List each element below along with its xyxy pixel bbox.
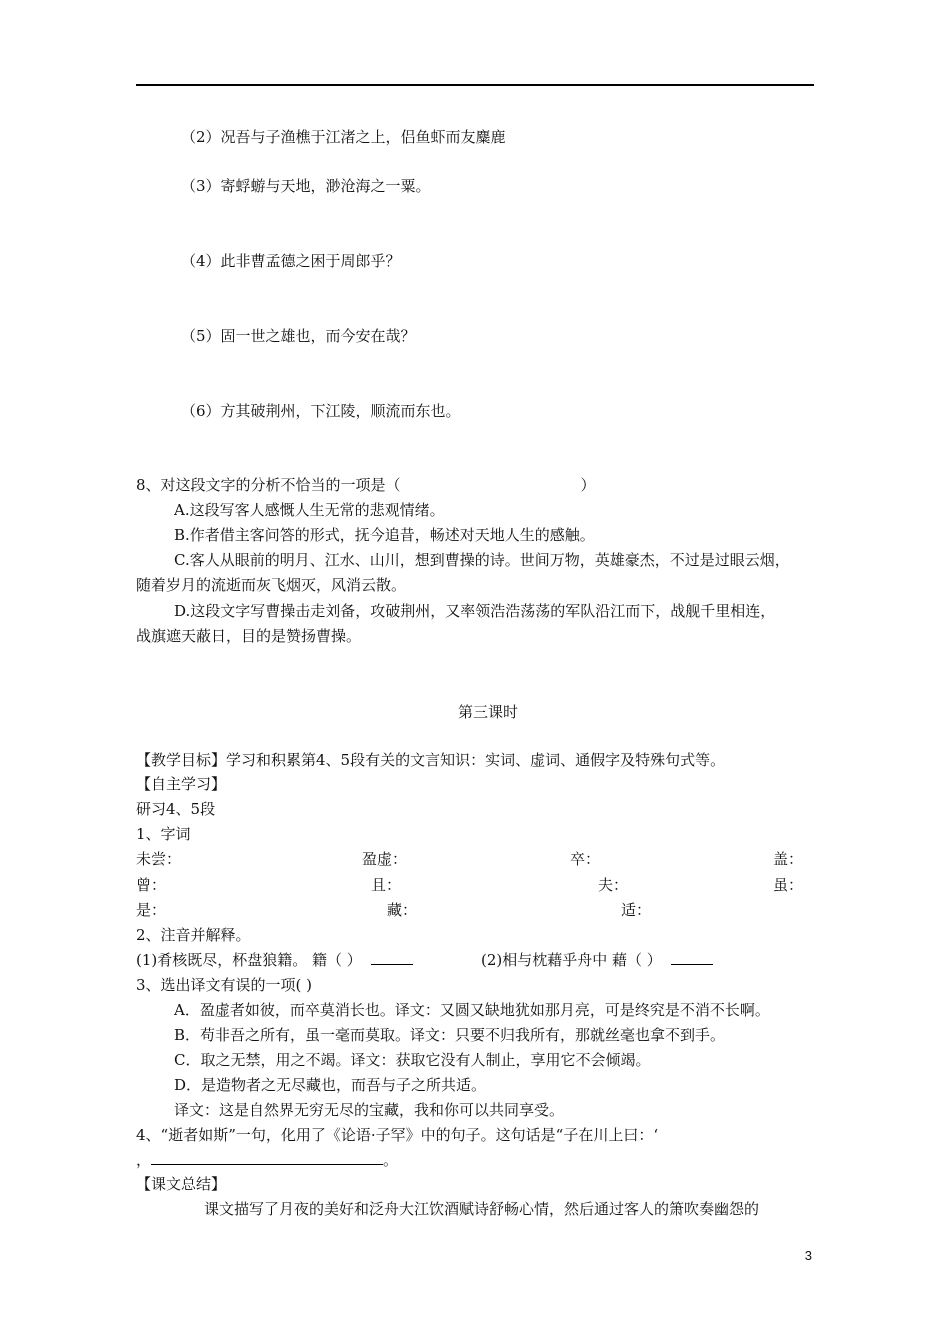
summary-text: 课文描写了月夜的美好和泛舟大江饮酒赋诗舒畅心情，然后通过客人的箫吹奏幽怨的 <box>204 1200 760 1218</box>
self-study-heading: 【自主学习】 <box>136 775 227 793</box>
pinyin-item-2-text: (2)相与枕藉乎舟中 藉（ ） <box>481 951 662 969</box>
words-heading: 1、字词 <box>136 825 191 843</box>
word-sui: 虽： <box>773 876 804 894</box>
q7-item-3: （3）寄蜉蝣与天地，渺沧海之一粟。 <box>181 177 431 195</box>
word-yingxu: 盈虚： <box>362 850 408 868</box>
pinyin-heading: 2、注音并解释。 <box>136 926 251 944</box>
q4-line2 <box>136 1149 398 1171</box>
q4-answer-blank[interactable] <box>151 1150 383 1165</box>
translation-option-d-translation: 译文：这是自然界无穷无尽的宝藏，我和你可以共同享受。 <box>174 1101 565 1119</box>
q4-line1: 4、“逝者如斯”一句，化用了《论语·子罕》中的句子。这句话是“子在川上曰：‘ <box>136 1126 659 1144</box>
q7-item-4: （4）此非曹孟德之困于周郎乎？ <box>181 252 401 270</box>
q7-item-5: （5）固一世之雄也，而今安在哉？ <box>181 327 416 345</box>
word-gai: 盖： <box>773 850 804 868</box>
pinyin-item-1-blank[interactable] <box>371 950 413 965</box>
q8-stem <box>136 474 596 496</box>
teaching-goal: 【教学目标】学习和积累第4、5段有关的文言知识：实词、虚词、通假字及特殊句式等。 <box>136 751 726 769</box>
q4-comma: ， <box>136 1151 152 1169</box>
summary-heading: 【课文总结】 <box>136 1175 227 1193</box>
word-qie: 且： <box>371 876 402 894</box>
translation-option-c: C．取之无禁，用之不竭。译文：获取它没有人制止，享用它不会倾竭。 <box>174 1051 651 1069</box>
q4-period: 。 <box>383 1151 399 1169</box>
translation-option-d: D．是造物者之无尽藏也，而吾与子之所共适。 <box>174 1076 487 1094</box>
translation-option-b: B．苟非吾之所有，虽一毫而莫取。译文：只要不归我所有，那就丝毫也拿不到手。 <box>174 1026 726 1044</box>
translation-option-a: A．盈虚者如彼，而卒莫消长也。译文：又圆又缺地犹如那月亮，可是终究是不消不长啊。 <box>174 1001 770 1019</box>
q8-option-c-line1: C.客人从眼前的明月、江水、山川，想到曹操的诗。世间万物，英雄豪杰，不过是过眼云烟， <box>174 551 790 569</box>
pinyin-item-1 <box>136 949 413 971</box>
header-rule <box>136 84 814 86</box>
lesson-title: 第三课时 <box>458 703 519 721</box>
q7-item-6: （6）方其破荆州，下江陵，顺流而东也。 <box>181 402 461 420</box>
q8-stem-close: ） <box>580 476 596 494</box>
word-shi2: 适： <box>621 901 652 919</box>
q8-stem-text: 8、对这段文字的分析不恰当的一项是（ <box>136 476 401 494</box>
q8-option-d-line2: 战旗遮天蔽日，目的是赞扬曹操。 <box>136 627 362 645</box>
translation-heading: 3、选出译文有误的一项( ) <box>136 976 313 994</box>
q8-option-b: B.作者借主客问答的形式，抚今追昔，畅述对天地人生的感触。 <box>174 526 595 544</box>
word-shi: 是： <box>136 901 167 919</box>
q7-item-2: （2）况吾与子渔樵于江渚之上，侣鱼虾而友麋鹿 <box>181 128 506 146</box>
study-paragraph-label: 研习4、5段 <box>136 800 216 818</box>
word-fu: 夫： <box>598 876 629 894</box>
word-ceng: 曾： <box>136 876 167 894</box>
pinyin-item-2 <box>481 949 713 971</box>
page-number: 3 <box>804 1248 812 1263</box>
word-weichang: 未尝： <box>136 850 182 868</box>
word-zu: 卒： <box>570 850 601 868</box>
q8-option-c-line2: 随着岁月的流逝而灰飞烟灭，风消云散。 <box>136 576 407 594</box>
word-cang: 藏： <box>387 901 418 919</box>
pinyin-item-1-text: (1)肴核既尽，杯盘狼籍。 籍（ ） <box>136 951 362 969</box>
pinyin-item-2-blank[interactable] <box>671 950 713 965</box>
q8-option-d-line1: D.这段文字写曹操击走刘备，攻破荆州，又率领浩浩荡荡的军队沿江而下，战舰千里相连， <box>174 602 776 620</box>
q8-option-a: A.这段写客人感慨人生无常的悲观情绪。 <box>174 501 445 519</box>
